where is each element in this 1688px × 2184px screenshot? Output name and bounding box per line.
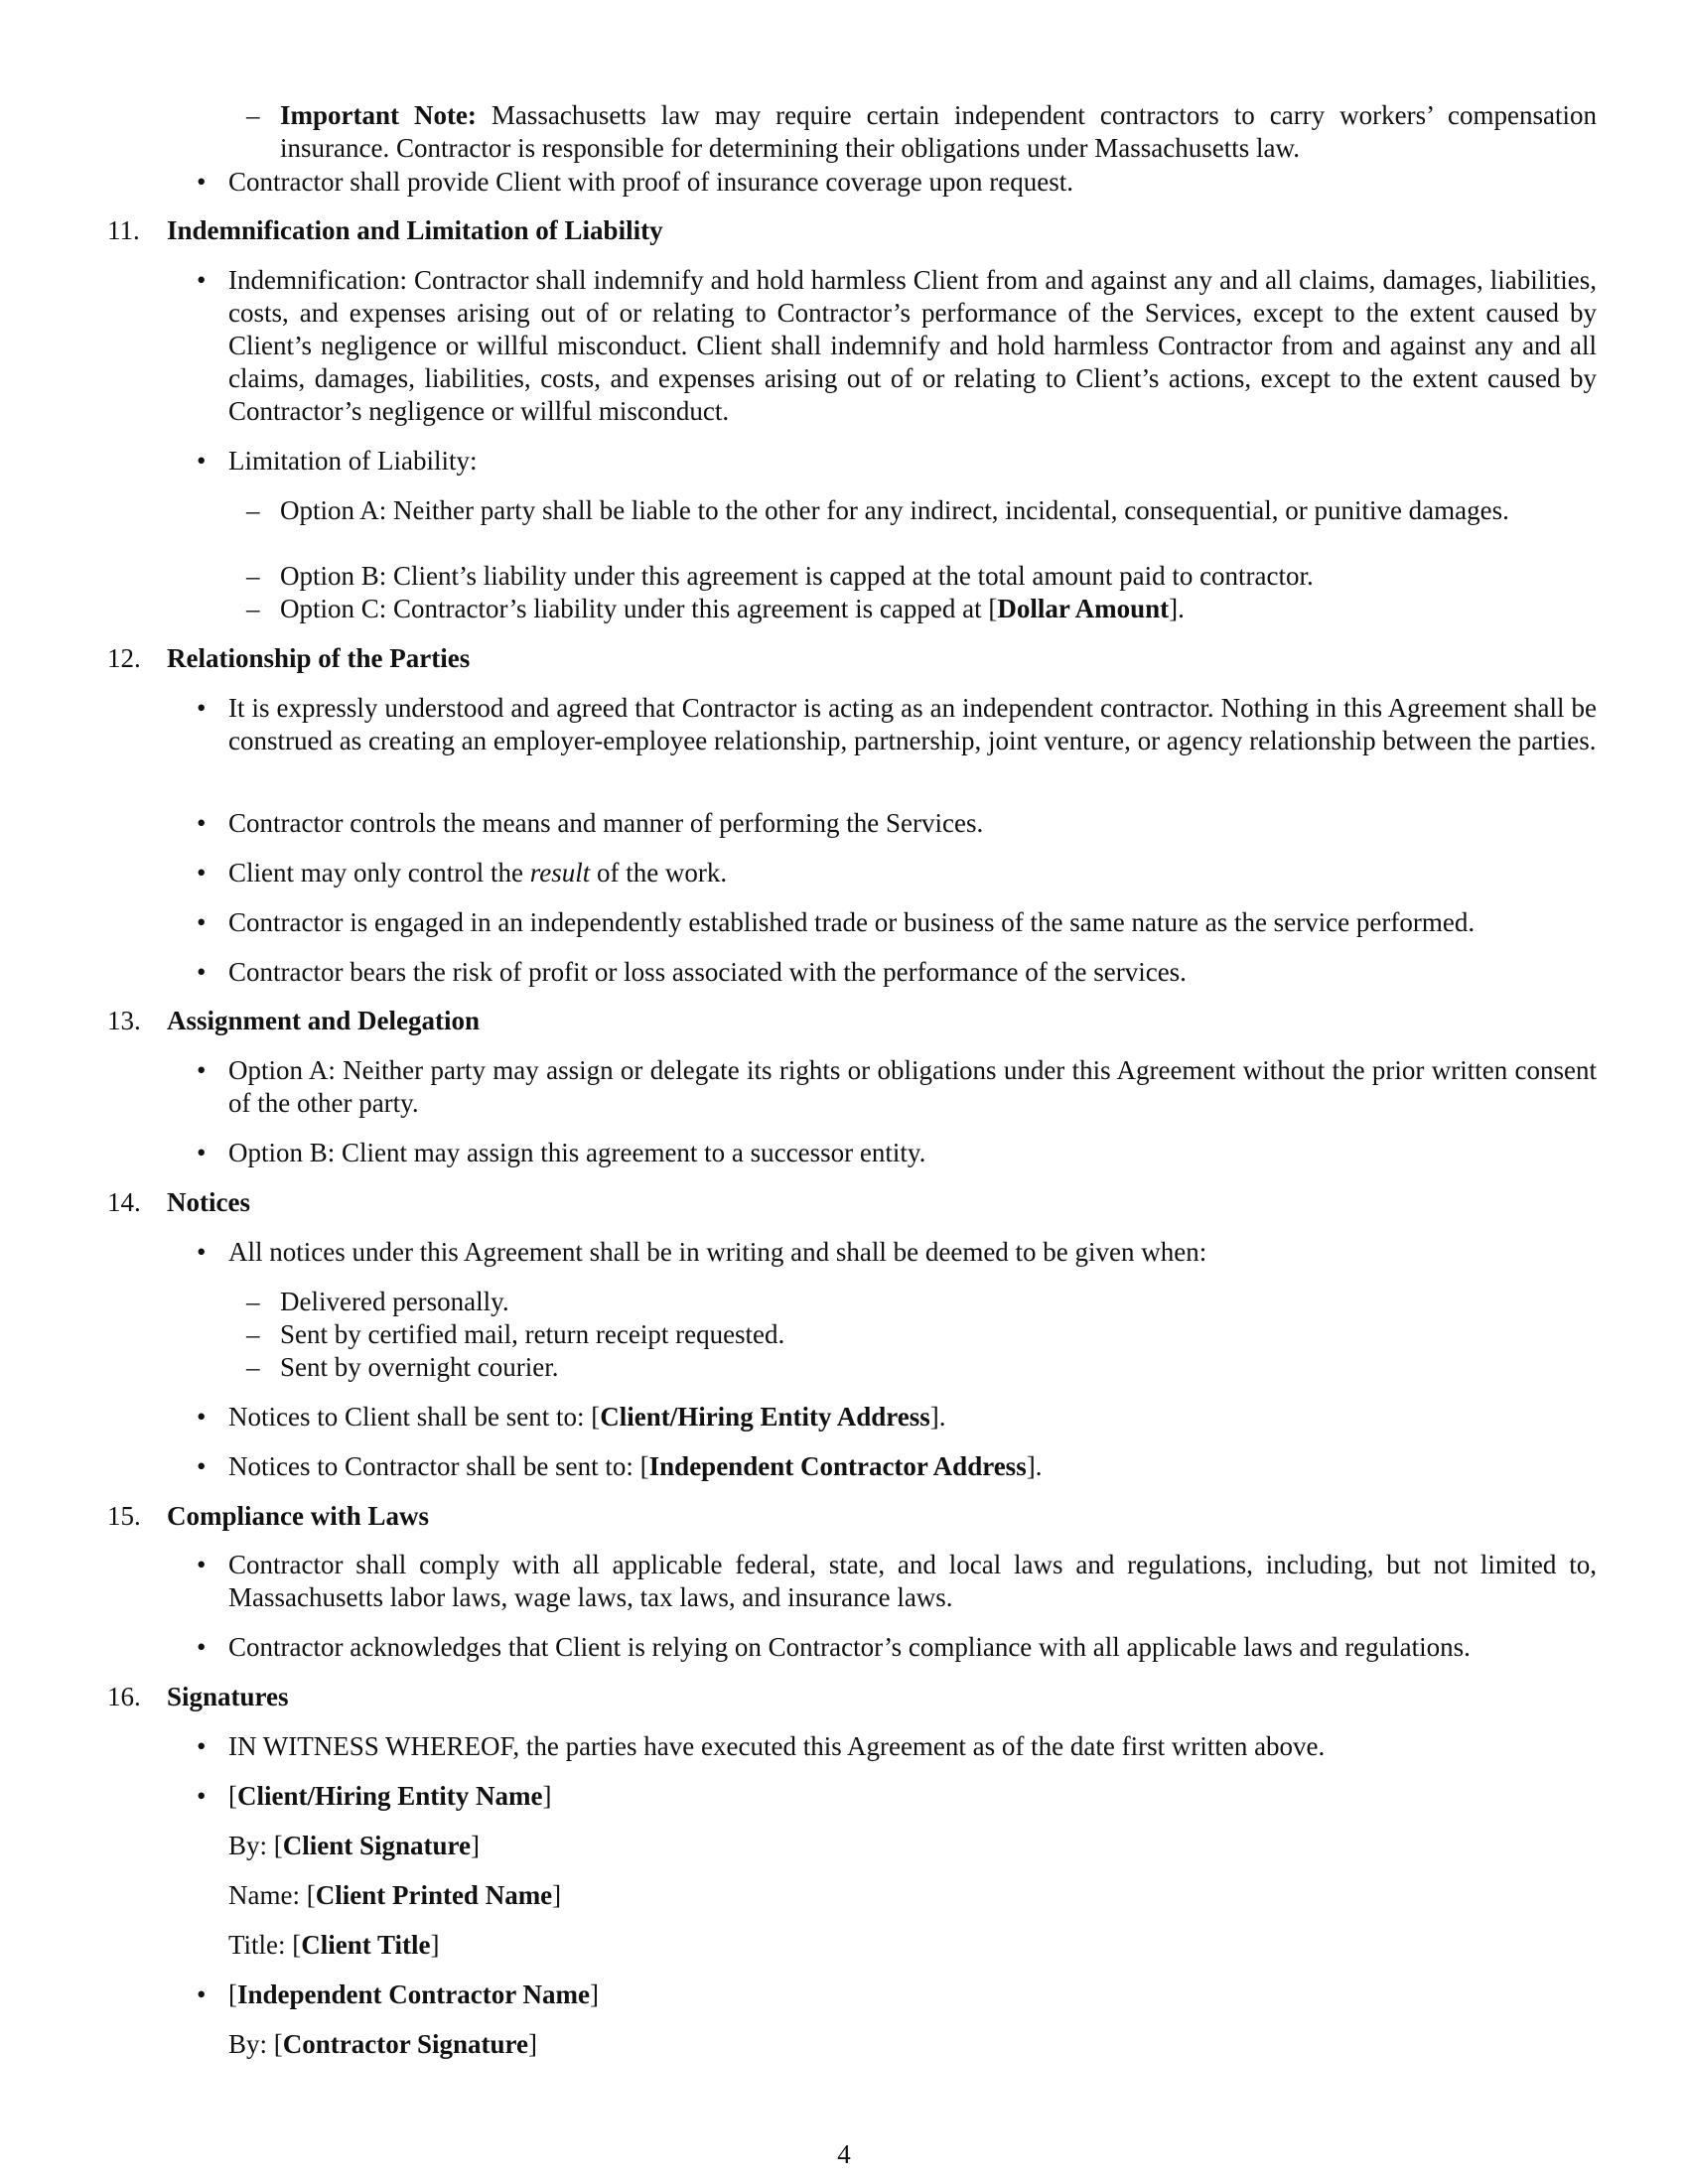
compliance-item-2-text: Contractor acknowledges that Client is relying on Contractor’s compliance with all applicable laws and regulations. [228, 1632, 1471, 1662]
bullet-marker: • [197, 1138, 207, 1167]
relationship-item-1 [197, 692, 1597, 757]
client-name-line [228, 1879, 561, 1912]
section-number: 16. [107, 1682, 141, 1711]
indemnification-text: Indemnification: Contractor shall indemnify and hold harmless Client from and against any and all claims, damages, liabilities, costs, and expenses arising out of or relating to Contractor’s performance of the Services, except to the extent caused by Client’s negligence or willful misconduct. Client shall indemnify and hold harmless Contractor from and against any and all claims, damages, liabilities, costs, and expenses arising out of or relating to Client’s actions, except to the extent caused by Contractor’s negligence or willful misconduct. [228, 265, 1597, 426]
limitation-option-b [246, 560, 1597, 593]
bracket-close: ] [471, 1831, 481, 1860]
bullet-marker: • [197, 1055, 207, 1085]
section-number: 15. [107, 1501, 141, 1531]
dash-marker: – [246, 561, 260, 591]
dollar-amount-placeholder: Dollar Amount [997, 594, 1170, 623]
bullet-marker: • [197, 858, 207, 887]
bullet-marker: • [197, 167, 207, 197]
contractor-signature-placeholder: Contractor Signature [282, 2029, 528, 2059]
proof-of-insurance-item [197, 166, 1597, 199]
contractor-by-line [228, 2028, 537, 2061]
important-note-text: Massachusetts law may require certain independent contractors to carry workers’ compensation insurance. Contractor is responsible for determining their obligations under Massachusetts law. [280, 100, 1597, 163]
section-13-heading [107, 1005, 480, 1037]
dash-marker: – [246, 1319, 260, 1349]
bullet-marker: • [197, 1451, 207, 1481]
limitation-text: Limitation of Liability: [228, 446, 478, 476]
notices-to-client-item [197, 1401, 1597, 1433]
bullet-marker: • [197, 693, 207, 723]
bracket-close: ] [542, 1781, 552, 1811]
relationship-item-3 [197, 857, 1597, 889]
by-label: By: [ [228, 2029, 283, 2059]
notice-method-1-text: Delivered personally. [280, 1287, 509, 1316]
relationship-item-2-text: Contractor controls the means and manner of performing the Services. [228, 808, 984, 838]
notices-intro-text: All notices under this Agreement shall be in writing and shall be deemed to be given when: [228, 1237, 1207, 1267]
relationship-item-4-text: Contractor is engaged in an independently established trade or business of the same nature as the service performed. [228, 907, 1476, 937]
assignment-option-a-text: Option A: Neither party may assign or delegate its rights or obligations under this Agreement without the prior written consent of the other party. [228, 1055, 1597, 1118]
bracket-close: ]. [929, 1402, 946, 1432]
bracket-open: [ [228, 1979, 237, 2009]
bullet-marker: • [197, 1550, 207, 1579]
bracket-close: ]. [1026, 1451, 1043, 1481]
compliance-item-2 [197, 1631, 1597, 1664]
relationship-item-5-text: Contractor bears the risk of profit or loss associated with the performance of the services. [228, 957, 1187, 987]
section-title: Compliance with Laws [167, 1501, 430, 1531]
assignment-option-b-text: Option B: Client may assign this agreement to a successor entity. [228, 1138, 926, 1167]
indemnification-item [197, 264, 1597, 428]
section-number: 12. [107, 643, 141, 673]
title-label: Title: [ [228, 1930, 302, 1960]
contractor-address-placeholder: Independent Contractor Address [648, 1451, 1027, 1481]
notice-method-1 [246, 1286, 1597, 1318]
bullet-marker: • [197, 446, 207, 476]
client-address-placeholder: Client/Hiring Entity Address [600, 1402, 930, 1432]
section-title: Assignment and Delegation [167, 1006, 481, 1035]
dash-marker: – [246, 100, 260, 130]
section-12-heading [107, 642, 470, 675]
dash-marker: – [246, 594, 260, 623]
important-note-item [246, 99, 1597, 165]
by-label: By: [ [228, 1831, 283, 1860]
notices-intro-item [197, 1236, 1597, 1269]
compliance-item-1 [197, 1549, 1597, 1614]
dash-marker: – [246, 1352, 260, 1382]
notice-method-3-text: Sent by overnight courier. [280, 1352, 559, 1382]
bullet-marker: • [197, 265, 207, 295]
section-15-heading [107, 1500, 429, 1533]
section-number: 14. [107, 1187, 141, 1217]
bracket-close: ] [552, 1880, 562, 1910]
relationship-item-1-text: It is expressly understood and agreed that Contractor is acting as an independent contractor. Nothing in this Agreement shall be construed as creating an employer-employee relationship, partnership, joint venture, or agency relationship between the parties. [228, 693, 1597, 755]
bullet-marker: • [197, 1781, 207, 1811]
bullet-marker: • [197, 1979, 207, 2009]
client-signature-placeholder: Client Signature [282, 1831, 472, 1860]
contractor-signature-block [197, 1979, 1597, 2011]
item-3-prefix: Client may only control the [228, 858, 530, 887]
bracket-close: ] [528, 2029, 537, 2059]
section-11-heading [107, 214, 663, 247]
client-by-line [228, 1830, 480, 1862]
dash-marker: – [246, 1287, 260, 1316]
bullet-marker: • [197, 808, 207, 838]
client-printed-name-placeholder: Client Printed Name [315, 1880, 553, 1910]
relationship-item-5 [197, 956, 1597, 989]
section-title: Indemnification and Limitation of Liability [167, 215, 663, 245]
section-title: Relationship of the Parties [167, 643, 471, 673]
client-name-placeholder: Client/Hiring Entity Name [237, 1781, 543, 1811]
witness-text: IN WITNESS WHEREOF, the parties have executed this Agreement as of the date first written above. [228, 1731, 1326, 1761]
client-title-placeholder: Client Title [301, 1930, 431, 1960]
notices-to-contractor-label: Notices to Contractor shall be sent to: [ [228, 1451, 649, 1481]
bullet-marker: • [197, 1731, 207, 1761]
notice-method-3 [246, 1351, 1597, 1384]
client-title-line [228, 1929, 440, 1962]
compliance-item-1-text: Contractor shall comply with all applicable federal, state, and local laws and regulations, including, but not limited to, Massachusetts labor laws, wage laws, tax laws, and insurance laws. [228, 1550, 1597, 1612]
option-c-suffix: ]. [1169, 594, 1185, 623]
option-c-prefix: Option C: Contractor’s liability under this agreement is capped at [ [280, 594, 998, 623]
notices-to-contractor-item [197, 1450, 1597, 1483]
limitation-item [197, 445, 1597, 478]
witness-item [197, 1730, 1597, 1763]
section-16-heading [107, 1681, 289, 1713]
important-note-label: Important Note: [280, 100, 477, 130]
name-label: Name: [ [228, 1880, 316, 1910]
section-title: Notices [167, 1187, 250, 1217]
notice-method-2-text: Sent by certified mail, return receipt requested. [280, 1319, 785, 1349]
bullet-marker: • [197, 957, 207, 987]
contractor-name-placeholder: Independent Contractor Name [237, 1979, 590, 2009]
proof-of-insurance-text: Contractor shall provide Client with proof of insurance coverage upon request. [228, 167, 1074, 197]
assignment-option-a [197, 1054, 1597, 1120]
relationship-item-4 [197, 906, 1597, 939]
limitation-option-c [246, 593, 1597, 625]
bullet-marker: • [197, 1632, 207, 1662]
notices-to-client-label: Notices to Client shall be sent to: [ [228, 1402, 601, 1432]
page-number: 4 [837, 2139, 851, 2169]
assignment-option-b [197, 1137, 1597, 1169]
result-emphasis: result [529, 858, 591, 887]
bracket-close: ] [589, 1979, 599, 2009]
notice-method-2 [246, 1318, 1597, 1351]
limitation-option-b-text: Option B: Client’s liability under this agreement is capped at the total amount paid to contractor. [280, 561, 1314, 591]
section-number: 13. [107, 1006, 141, 1035]
section-14-heading [107, 1186, 250, 1219]
bullet-marker: • [197, 907, 207, 937]
relationship-item-2 [197, 807, 1597, 840]
client-signature-block [197, 1780, 1597, 1813]
bullet-marker: • [197, 1237, 207, 1267]
limitation-option-a-text: Option A: Neither party shall be liable to the other for any indirect, incidental, consequential, or punitive damages. [280, 495, 1509, 525]
section-title: Signatures [167, 1682, 289, 1711]
bracket-close: ] [430, 1930, 440, 1960]
dash-marker: – [246, 495, 260, 525]
bracket-open: [ [228, 1781, 237, 1811]
limitation-option-a [246, 494, 1597, 527]
section-number: 11. [107, 215, 140, 245]
item-3-suffix: of the work. [590, 858, 728, 887]
bullet-marker: • [197, 1402, 207, 1432]
